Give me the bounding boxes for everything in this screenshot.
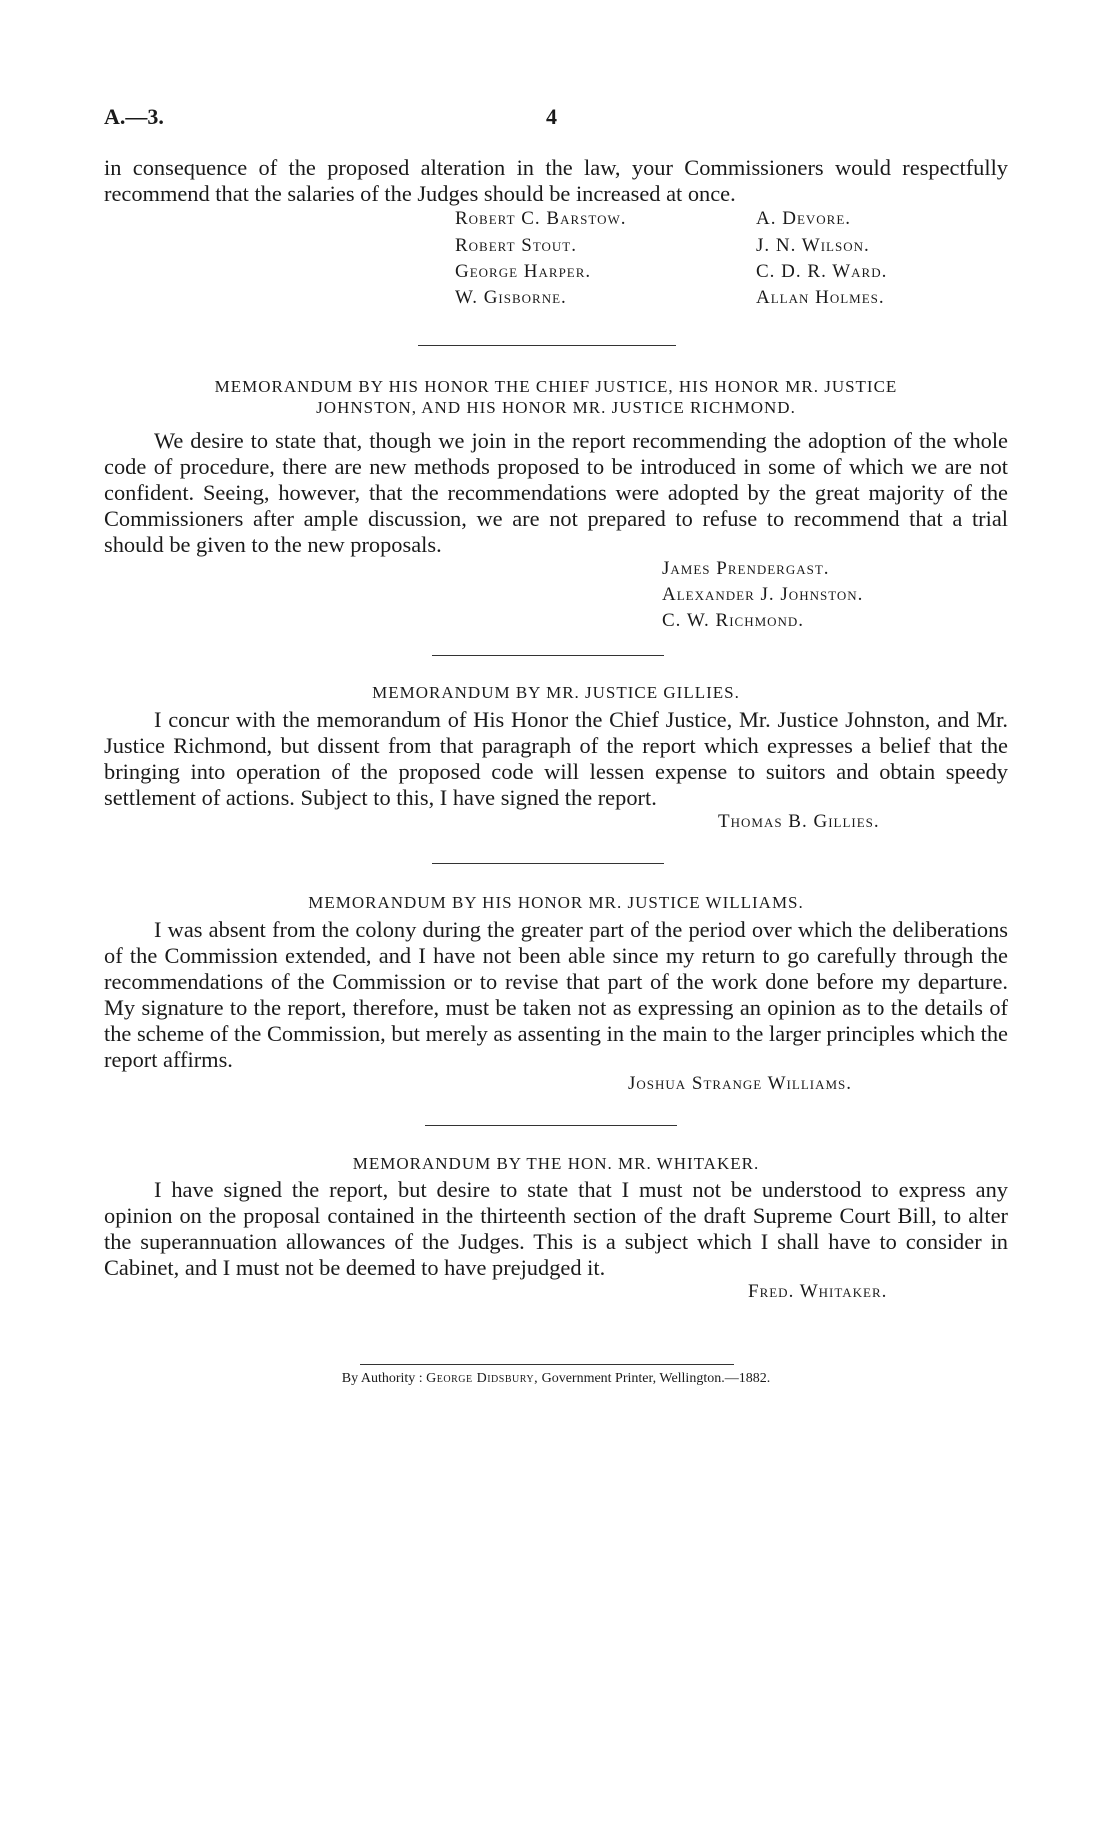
memo-whitaker-body	[104, 1177, 1008, 1281]
page-number: 4	[546, 104, 557, 129]
signature-stout: Robert Stout.	[455, 235, 577, 256]
memo-heading-line: MEMORANDUM BY HIS HONOR THE CHIEF JUSTICE, HIS HONOR MR. JUSTICE	[214, 377, 898, 396]
memo-whitaker-heading: MEMORANDUM BY THE HON. MR. WHITAKER.	[352, 1154, 760, 1173]
signature-whitaker: Fred. Whitaker.	[748, 1281, 888, 1302]
memo-gillies-text: I concur with the memorandum of His Honor the Chief Justice, Mr. Justice Johnston, and Mr. Justice Richmond, but dissent from that paragraph of the report which expresses a belief that the bringing into operation of the proposed code will lessen expense to suitors and obtain speedy settlement of actions. Subject to this, I have signed the report.	[104, 707, 1008, 810]
section-divider	[425, 1125, 677, 1126]
signature-devore: A. Devore.	[756, 208, 852, 229]
footer-divider	[360, 1364, 734, 1365]
signature-holmes: Allan Holmes.	[756, 287, 885, 308]
memo-williams-text: I was absent from the colony during the greater part of the period over which the deliberations of the Commission extended, and I have not been able since my return to go carefully through the recommendations of the Commission or to revise that part of the work done before my departure. My signature to the report, therefore, must be taken not as expressing an opinion as to the details of the scheme of the Commission, but merely as assenting in the main to the larger principles which the report affirms.	[104, 917, 1008, 1072]
imprint-printer-name: George Didsbury,	[426, 1371, 539, 1386]
signature-harper: George Harper.	[455, 261, 592, 282]
section-divider	[432, 863, 664, 864]
memo-chief-justice-text: We desire to state that, though we join in the report recommending the adoption of the whole code of procedure, there are new methods proposed to be introduced in some of which we are not confident. Seeing, however, that the recommendations were adopted by the great majority of the Commissioners after ample discussion, we are not prepared to refuse to recommend that a trial should be given to the new proposals.	[104, 428, 1008, 557]
page-header	[104, 104, 1004, 134]
signature-gisborne: W. Gisborne.	[455, 287, 567, 308]
signature-barstow: Robert C. Barstow.	[455, 208, 627, 229]
memo-whitaker-text: I have signed the report, but desire to state that I must not be understood to express any opinion on the proposal contained in the thirteenth section of the draft Supreme Court Bill, to alter the superannuation allowances of the Judges. This is a subject which I shall have to consider in Cabinet, and I must not be deemed to have prejudged it.	[104, 1177, 1008, 1280]
signature-ward: C. D. R. Ward.	[756, 261, 888, 282]
section-divider	[432, 655, 664, 656]
imprint-suffix: Government Printer, Wellington.—1882.	[541, 1371, 771, 1386]
memo-chief-justice-body	[104, 428, 1008, 558]
signature-johnston: Alexander J. Johnston.	[662, 584, 864, 605]
memo-heading-line: JOHNSTON, AND HIS HONOR MR. JUSTICE RICHMOND.	[316, 398, 796, 417]
printer-imprint	[104, 1371, 1008, 1387]
intro-paragraph	[104, 155, 1008, 207]
memo-gillies-body	[104, 707, 1008, 811]
memo-williams-heading: MEMORANDUM BY HIS HONOR MR. JUSTICE WILLIAMS.	[308, 893, 804, 912]
memo-gillies-heading: MEMORANDUM BY MR. JUSTICE GILLIES.	[372, 683, 740, 702]
signature-wilson: J. N. Wilson.	[756, 235, 870, 256]
signature-richmond: C. W. Richmond.	[662, 610, 805, 631]
imprint-prefix: By Authority :	[341, 1371, 423, 1386]
memo-chief-justice-heading	[104, 376, 1008, 418]
memo-williams-body	[104, 917, 1008, 1073]
signature-prendergast: James Prendergast.	[662, 558, 830, 579]
intro-text: in consequence of the proposed alteration in the law, your Commissioners would respectfully recommend that the salaries of the Judges should be increased at once.	[104, 155, 1008, 206]
document-reference: A.—3.	[104, 104, 164, 129]
signature-gillies: Thomas B. Gillies.	[718, 811, 880, 832]
signature-williams: Joshua Strange Williams.	[628, 1073, 853, 1094]
section-divider	[418, 345, 676, 346]
